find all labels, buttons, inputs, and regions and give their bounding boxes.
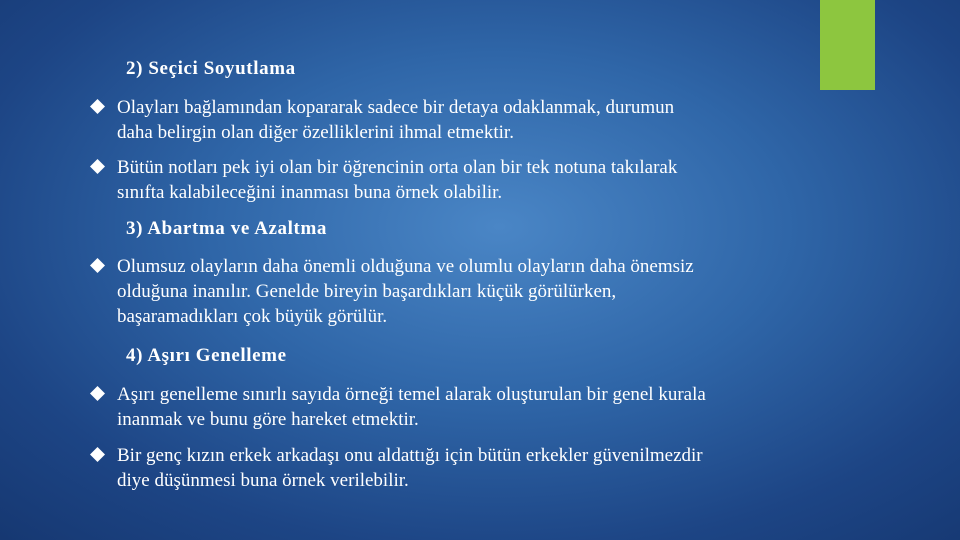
bullet-text: Aşırı genelleme sınırlı sayıda örneği temel alarak oluşturulan bir genel kurala inanmak ve bunu göre hareket etmektir. <box>117 384 706 430</box>
diamond-icon <box>90 99 105 114</box>
bullet-text: Olumsuz olayların daha önemli olduğuna ve olumlu olayların daha önemsiz olduğuna inanılır. Genelde bireyin başardıkları küçük görülürken, başaramadıkları çok büyük görülür. <box>117 256 694 327</box>
list-item <box>90 155 850 205</box>
bullet-text: Olayları bağlamından kopararak sadece bir detaya odaklanmak, durumun daha belirgin olan diğer özelliklerini ihmal etmektir. <box>117 97 675 143</box>
section-heading: 4) Aşırı Genelleme <box>126 345 287 366</box>
list-item <box>90 382 850 432</box>
bullet-text: Bütün notları pek iyi olan bir öğrencinin orta olan bir tek notuna takılarak sınıfta kalabileceğini inanması buna örnek olabilir. <box>117 157 678 203</box>
section-heading: 2) Seçici Soyutlama <box>126 58 296 79</box>
section-heading: 3) Abartma ve Azaltma <box>126 218 327 239</box>
list-item <box>90 95 850 145</box>
diamond-icon <box>90 258 105 273</box>
bullet-text: Bir genç kızın erkek arkadaşı onu aldattığı için bütün erkekler güvenilmezdir diye düşünmesi buna örnek verilebilir. <box>117 445 703 491</box>
accent-bar <box>820 0 875 90</box>
list-item <box>90 254 850 329</box>
diamond-icon <box>90 159 105 174</box>
diamond-icon <box>90 386 105 401</box>
diamond-icon <box>90 447 105 462</box>
list-item <box>90 443 850 493</box>
